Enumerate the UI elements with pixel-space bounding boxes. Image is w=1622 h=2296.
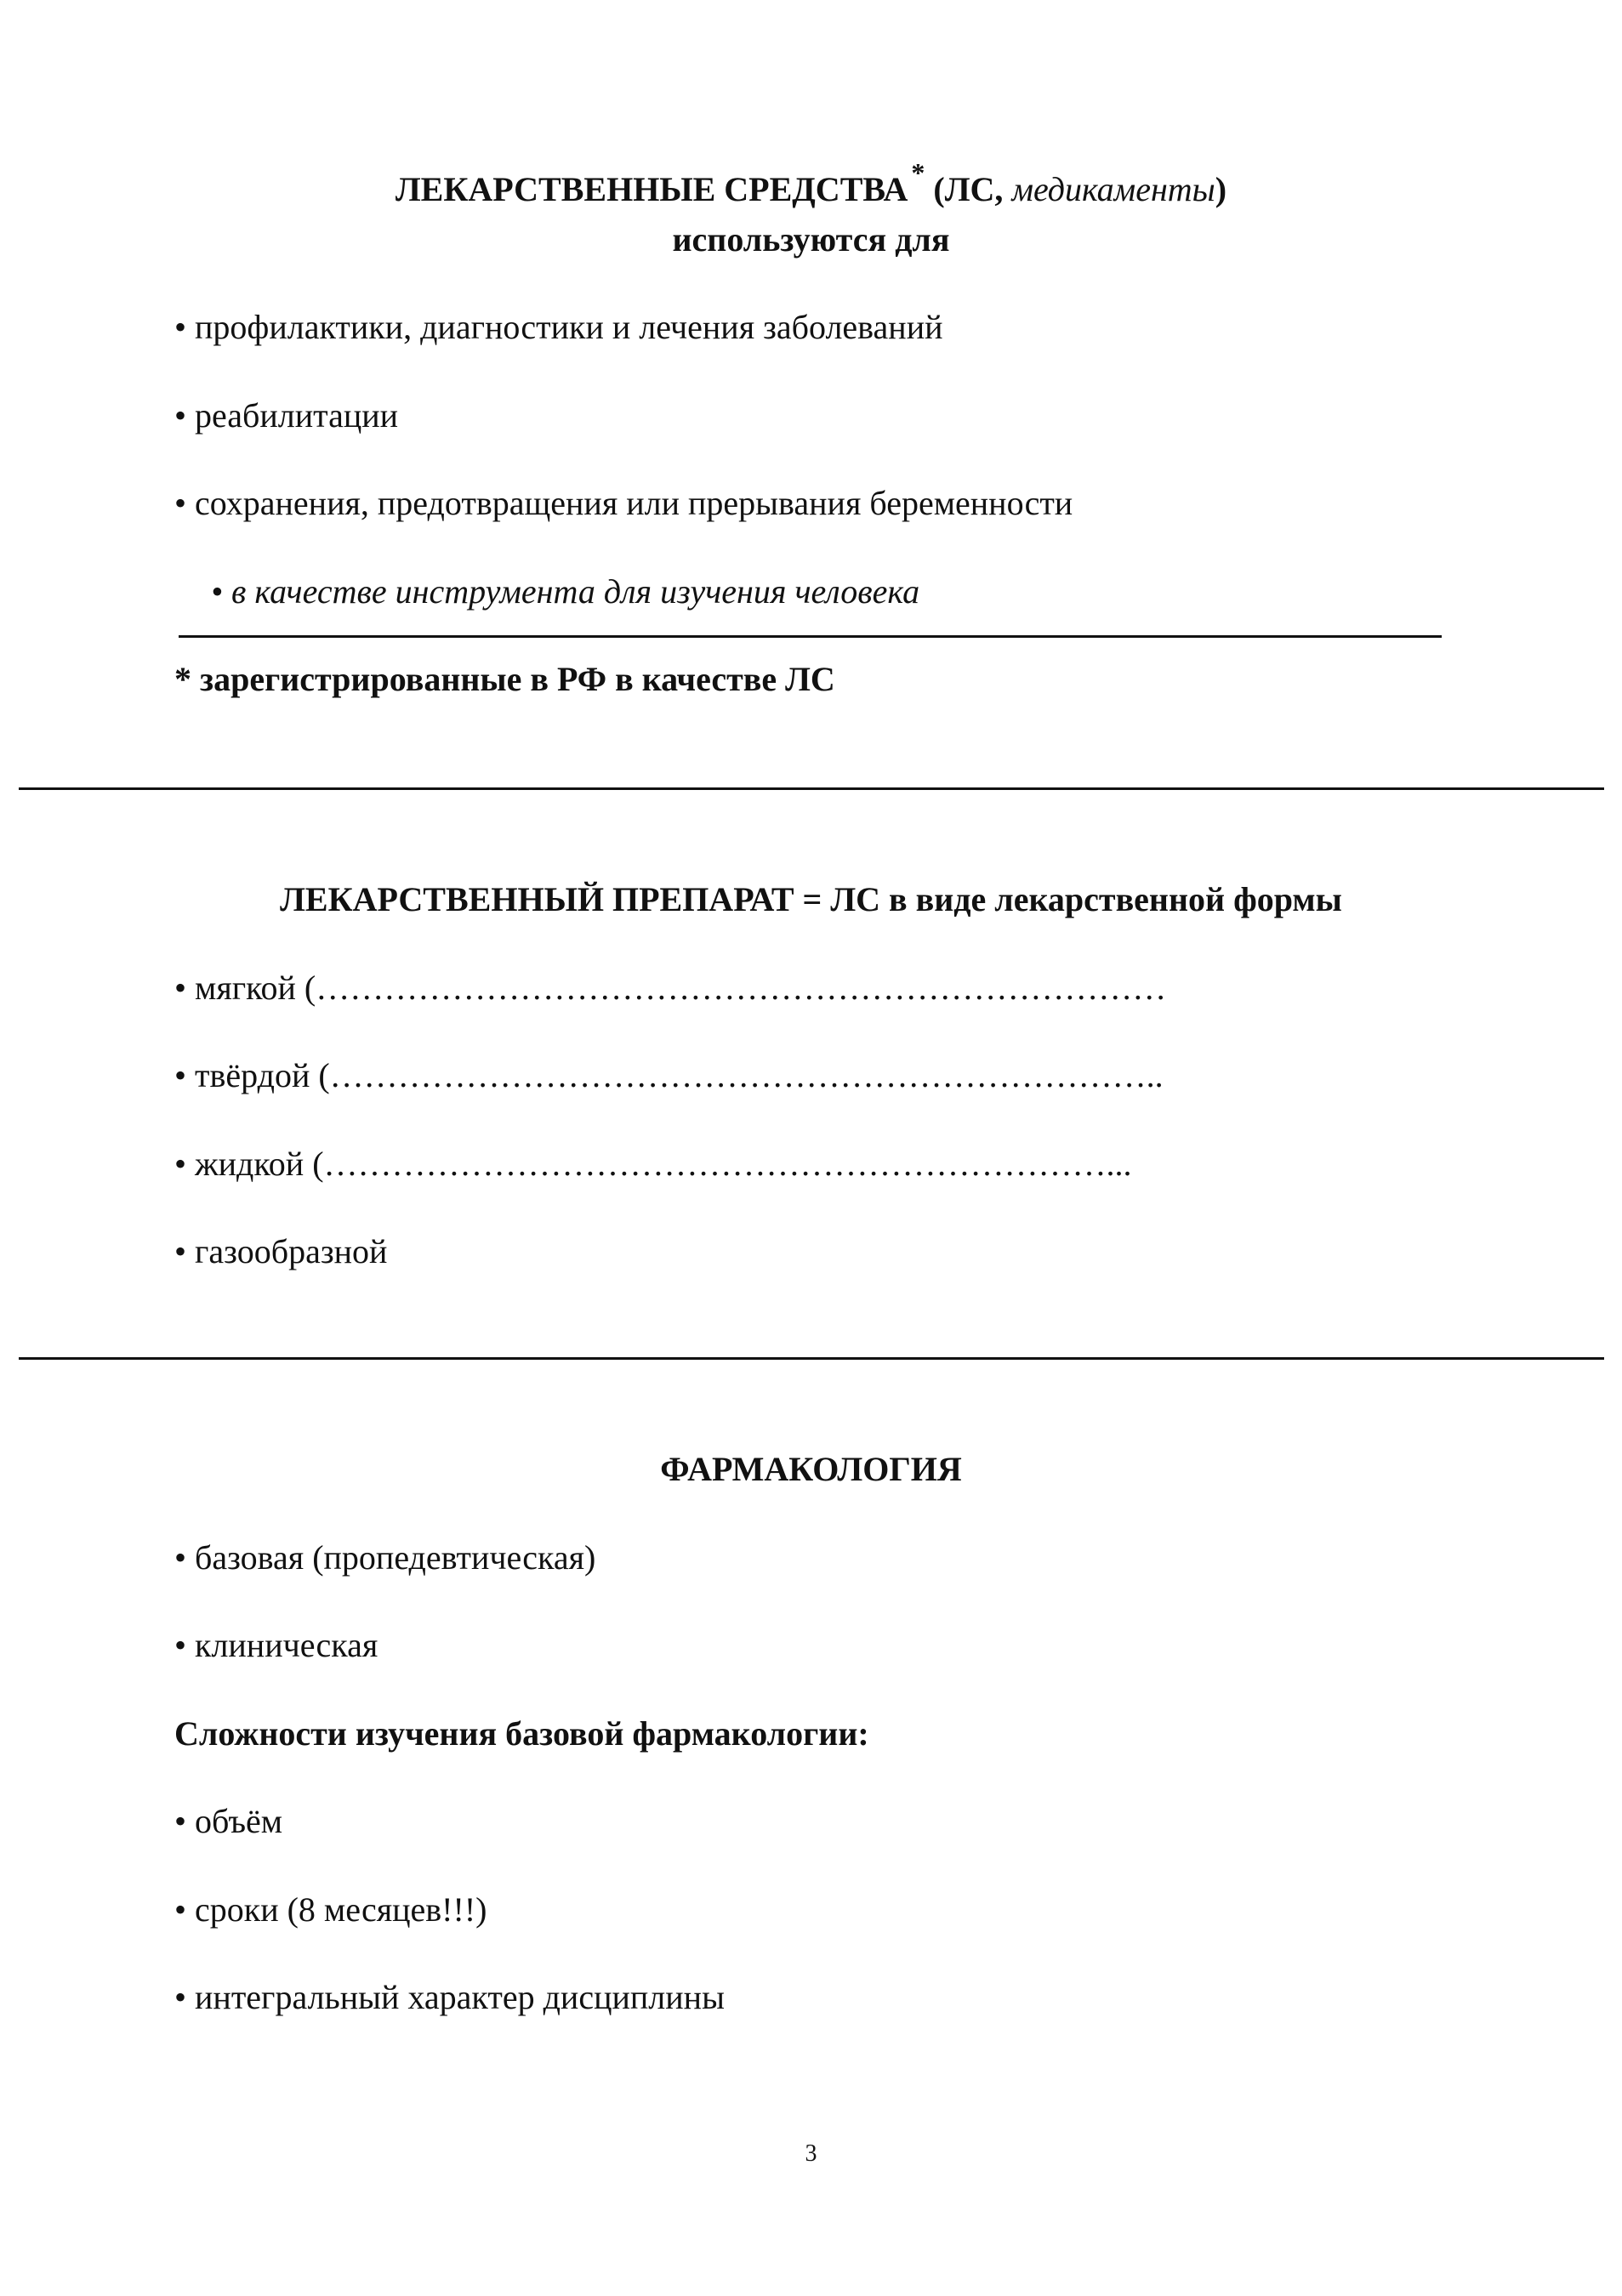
section1-bullet-research-tool: • в качестве инструмента для изучения человека xyxy=(211,572,920,611)
footnote-separator xyxy=(179,635,1442,638)
section3-difficulty-integral: • интегральный характер дисциплины xyxy=(174,1978,725,2016)
section3-bullet-basic: • базовая (пропедевтическая) xyxy=(174,1538,596,1577)
section1-title xyxy=(0,157,1622,211)
section1-bullet-pregnancy: • сохранения, предотвращения или прерывания беременности xyxy=(174,484,1073,522)
section3-difficulty-volume: • объём xyxy=(174,1802,283,1840)
section-divider-1 xyxy=(19,787,1604,790)
section3-bullet-clinical: • клиническая xyxy=(174,1626,378,1664)
section-divider-2 xyxy=(19,1357,1604,1360)
section1-title-italic: медикаменты xyxy=(1011,170,1215,208)
page-number: 3 xyxy=(805,2140,817,2167)
footnote-asterisk: * xyxy=(911,157,925,188)
section1-title-paren-close: ) xyxy=(1215,170,1227,208)
section3-title: ФАРМАКОЛОГИЯ xyxy=(660,1450,962,1488)
section2-title: ЛЕКАРСТВЕННЫЙ ПРЕПАРАТ = ЛС в виде лекарственной формы xyxy=(280,880,1342,918)
section1-bullet-prevention: • профилактики, диагностики и лечения заболеваний xyxy=(174,308,943,346)
section1-bullet-rehabilitation: • реабилитации xyxy=(174,396,399,435)
section1-title-main: ЛЕКАРСТВЕННЫЕ СРЕДСТВА xyxy=(395,170,908,208)
section2-bullet-solid: • твёрдой (……………………………………………………………….. xyxy=(174,1056,1164,1094)
section2-bullet-liquid: • жидкой (……………………………………………………………... xyxy=(174,1145,1132,1183)
section3-subheading: Сложности изучения базовой фармакологии: xyxy=(174,1714,869,1753)
section2-bullet-soft: • мягкой (………………………………………………………………… xyxy=(174,969,1167,1007)
section2-bullet-gaseous: • газообразной xyxy=(174,1232,388,1270)
section1-subtitle: используются для xyxy=(672,220,950,259)
section3-difficulty-timeframe: • сроки (8 месяцев!!!) xyxy=(174,1890,487,1929)
section1-title-paren-open: (ЛС, xyxy=(933,170,1004,208)
section1-footnote: * зарегистрированные в РФ в качестве ЛС xyxy=(174,660,835,698)
